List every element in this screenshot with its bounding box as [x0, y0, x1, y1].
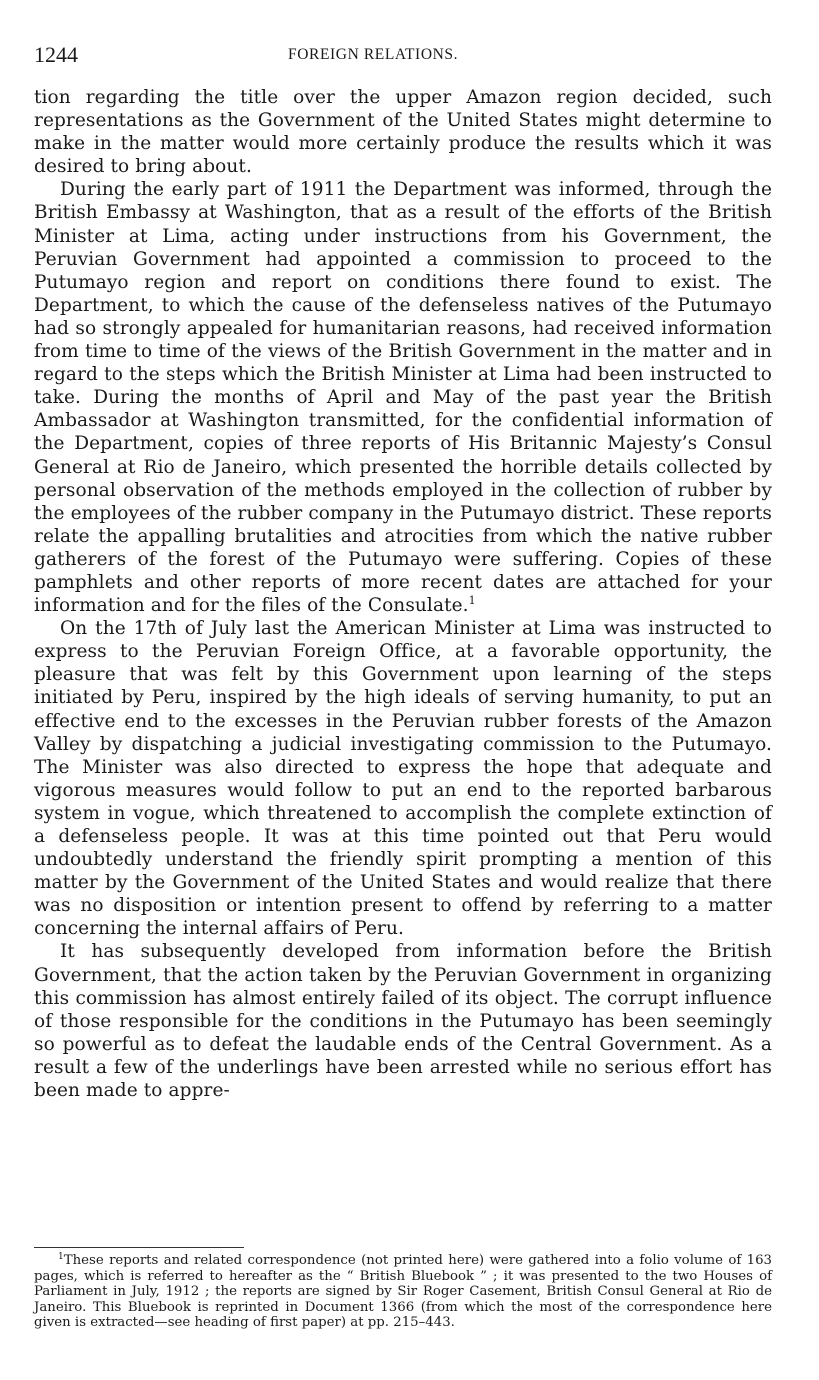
- footnote-reference: 1: [468, 594, 476, 608]
- paragraph: [34, 617, 772, 940]
- paragraph-text: tion regarding the title over the upper Amazon region decided, such representations as the Government of the United States might determine to make in the matter would more certainly produce the results which it was desired to bring about.: [34, 87, 772, 178]
- paragraph-text: It has subsequently developed from information before the British Government, that the action taken by the Peruvian Government in organizing this commission has almost entirely failed of its object. The corrupt influence of those responsible for the conditions in the Putumayo has been seemingly so powerful as to defeat the laudable ends of the Central Government. As a result a few of the underlings have been arrested while no serious effort has been made to appre-: [34, 941, 772, 1102]
- running-head: FOREIGN RELATIONS.: [288, 46, 459, 63]
- page-number: 1244: [34, 42, 78, 67]
- body-text: [34, 86, 772, 1102]
- footnote: [34, 1253, 772, 1331]
- paragraph-continuation: [34, 86, 772, 178]
- paragraph-text: On the 17th of July last the American Minister at Lima was instructed to express to the Peruvian Foreign Office, at a favorable opportunity, the pleasure that was felt by this Government upon learning of the steps initiated by Peru, inspired by the high ideals of serving humanity, to put an effective end to the excesses in the Peruvian rubber forests of the Amazon Valley by dispatching a judicial investigating commission to the Putumayo. The Minister was also directed to express the hope that adequate and vigorous measures would follow to put an end to the reported barbarous system in vogue, which threatened to accomplish the complete extinction of a defenseless people. It was at this time pointed out that Peru would undoubtedly understand the friendly spirit prompting a mention of this matter by the Government of the United States and would realize that there was no disposition or intention present to offend by referring to a matter concerning the internal affairs of Peru.: [34, 618, 772, 940]
- page-header: [34, 42, 774, 76]
- paragraph: [34, 940, 772, 1102]
- footnote-text: These reports and related correspondence (not printed here) were gathered into a folio volume of 163 pages, which is referred to hereafter as the “ British Bluebook ” ; it was presented to the two Houses of Parliament in July, 1912 ; the reports are signed by Sir Roger Casement, British Consul General at Rio de Janeiro. This Bluebook is reprinted in Document 1366 (from which the most of the correspondence here given is extracted—see heading of first paper) at pp. 215–443.: [34, 1253, 772, 1331]
- footnote-marker: 1: [58, 1252, 64, 1262]
- paragraph-text: During the early part of 1911 the Department was informed, through the British Embassy at Washington, that as a result of the efforts of the British Minister at Lima, acting under instructions from his Government, the Peruvian Government had appointed a commission to proceed to the Putumayo region and report on conditions there found to exist. The Department, to which the cause of the defenseless natives of the Putumayo had so strongly appealed for humanitarian reasons, had received information from time to time of the views of the British Government in the matter and in regard to the steps which the British Minister at Lima had been instructed to take. During the months of April and May of the past year the British Ambassador at Washington transmitted, for the confidential information of the Department, copies of three reports of His Britannic Majesty’s Consul General at Rio de Janeiro, which presented the horrible details collected by personal observation of the methods employed in the collection of rubber by the employees of the rubber company in the Putumayo district. These reports relate the appalling brutalities and atrocities from which the native rubber gatherers of the forest of the Putumayo were suffering. Copies of these pamphlets and other reports of more recent dates are attached for your information and for the files of the Consulate.: [34, 179, 772, 617]
- paragraph: [34, 178, 772, 617]
- footnote-divider: [34, 1247, 244, 1248]
